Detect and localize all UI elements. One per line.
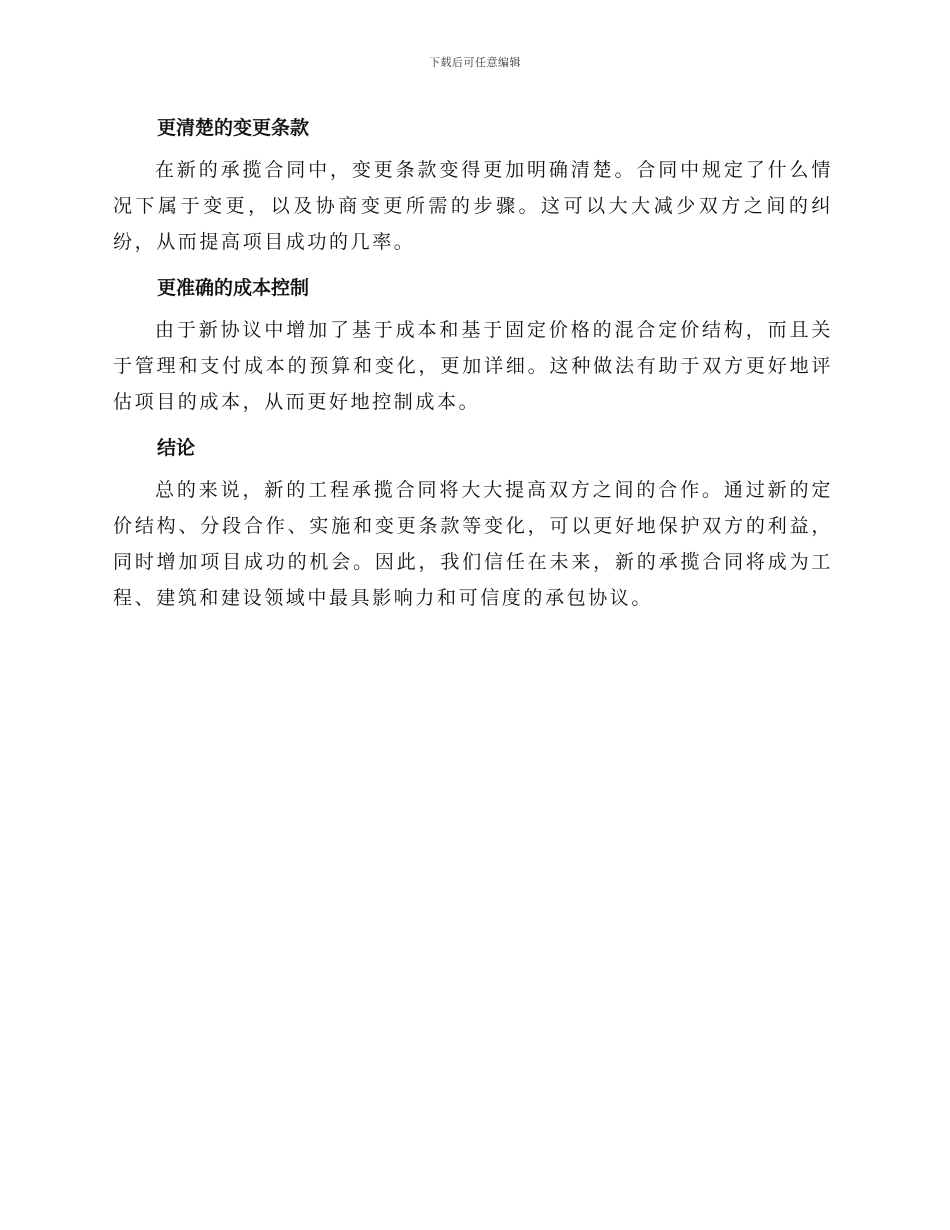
section-change-clauses (113, 110, 833, 260)
section-paragraph: 在新的承揽合同中，变更条款变得更加明确清楚。合同中规定了什么情况下属于变更，以及协商变更所需的步骤。这可以大大减少双方之间的纠纷，从而提高项目成功的几率。 (113, 159, 833, 253)
section-heading: 更清楚的变更条款 (157, 117, 310, 139)
section-paragraph: 总的来说，新的工程承揽合同将大大提高双方之间的合作。通过新的定价结构、分段合作、实施和变更条款等变化，可以更好地保护双方的利益，同时增加项目成功的机会。因此，我们信任在未来，新的承揽合同将成为工程、建筑和建设领域中最具影响力和可信度的承包协议。 (113, 479, 833, 609)
section-cost-control (113, 270, 833, 420)
document-body (113, 110, 833, 626)
page-header: 下载后可任意编辑 (429, 56, 521, 69)
section-conclusion (113, 430, 833, 616)
section-paragraph: 由于新协议中增加了基于成本和基于固定价格的混合定价结构，而且关于管理和支付成本的预算和变化，更加详细。这种做法有助于双方更好地评估项目的成本，从而更好地控制成本。 (113, 319, 833, 413)
section-heading: 更准确的成本控制 (157, 277, 310, 299)
section-heading: 结论 (157, 437, 196, 459)
